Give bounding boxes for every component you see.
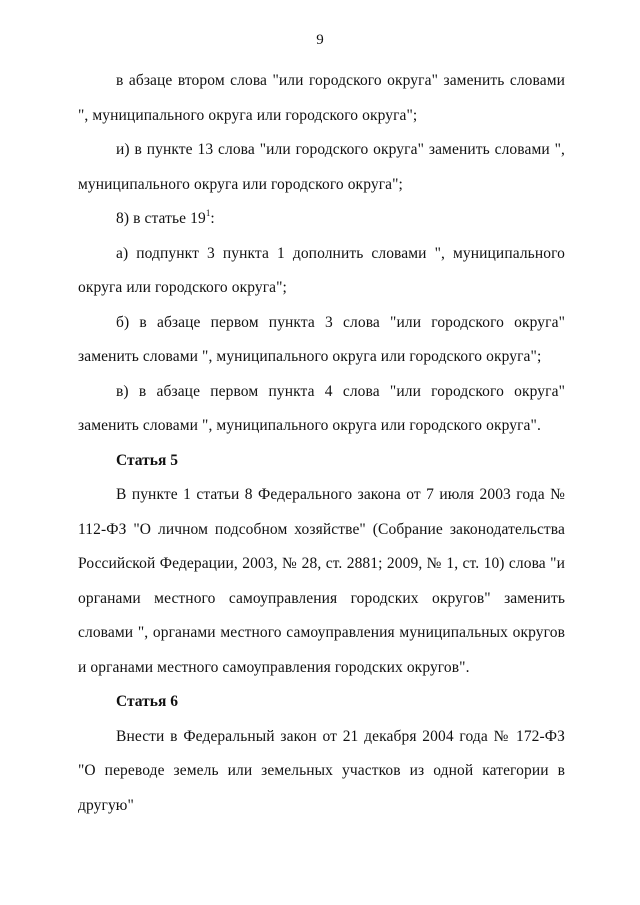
paragraph-item-8-suffix: : [210,210,215,227]
paragraph-abzac-vtoroy: в абзаце втором слова "или городского округа" заменить словами ", муниципального округа или городского округа"; [78,72,565,124]
article-5-heading: Статья 5 [116,451,178,469]
paragraph-item-i: и) в пункте 13 слова "или городского округа" заменить словами ", муниципального округа или городского округа"; [78,141,565,193]
document-body [78,64,565,823]
article-6-heading: Статья 6 [116,693,178,710]
paragraph-item-a: а) подпункт 3 пункта 1 дополнить словами ", муниципального округа или городского округа"; [78,244,565,296]
superscript-marker: 1 [205,207,211,218]
article-5-text: В пункте 1 статьи 8 Федерального закона от 7 июля 2003 года № 112-ФЗ "О личном подсобном хозяйстве" (Собрание законодательства Российской Федерации, 2003, № 28, ст. 2881; 2009, № 1, ст. 10) слова "и органами местного самоуправления городских округов" заменить словами ", органами местного самоуправления муниципальных округов и органами местного самоуправления городских округов". [78,486,565,676]
paragraph-item-b: б) в абзаце первом пункта 3 слова "или городского округа" заменить словами ", муниципального округа или городского округа"; [78,313,565,365]
paragraph-item-v: в) в абзаце первом пункта 4 слова "или городского округа" заменить словами ", муниципального округа или городского округа". [78,382,565,434]
paragraph-item-8 [78,202,565,237]
article-6-text: Внести в Федеральный закон от 21 декабря 2004 года № 172-ФЗ "О переводе земель или земельных участков из одной категории в другую" [78,727,565,814]
paragraph-item-8-text: 8) в статье 19 [116,210,206,227]
page-number: 9 [316,32,324,48]
